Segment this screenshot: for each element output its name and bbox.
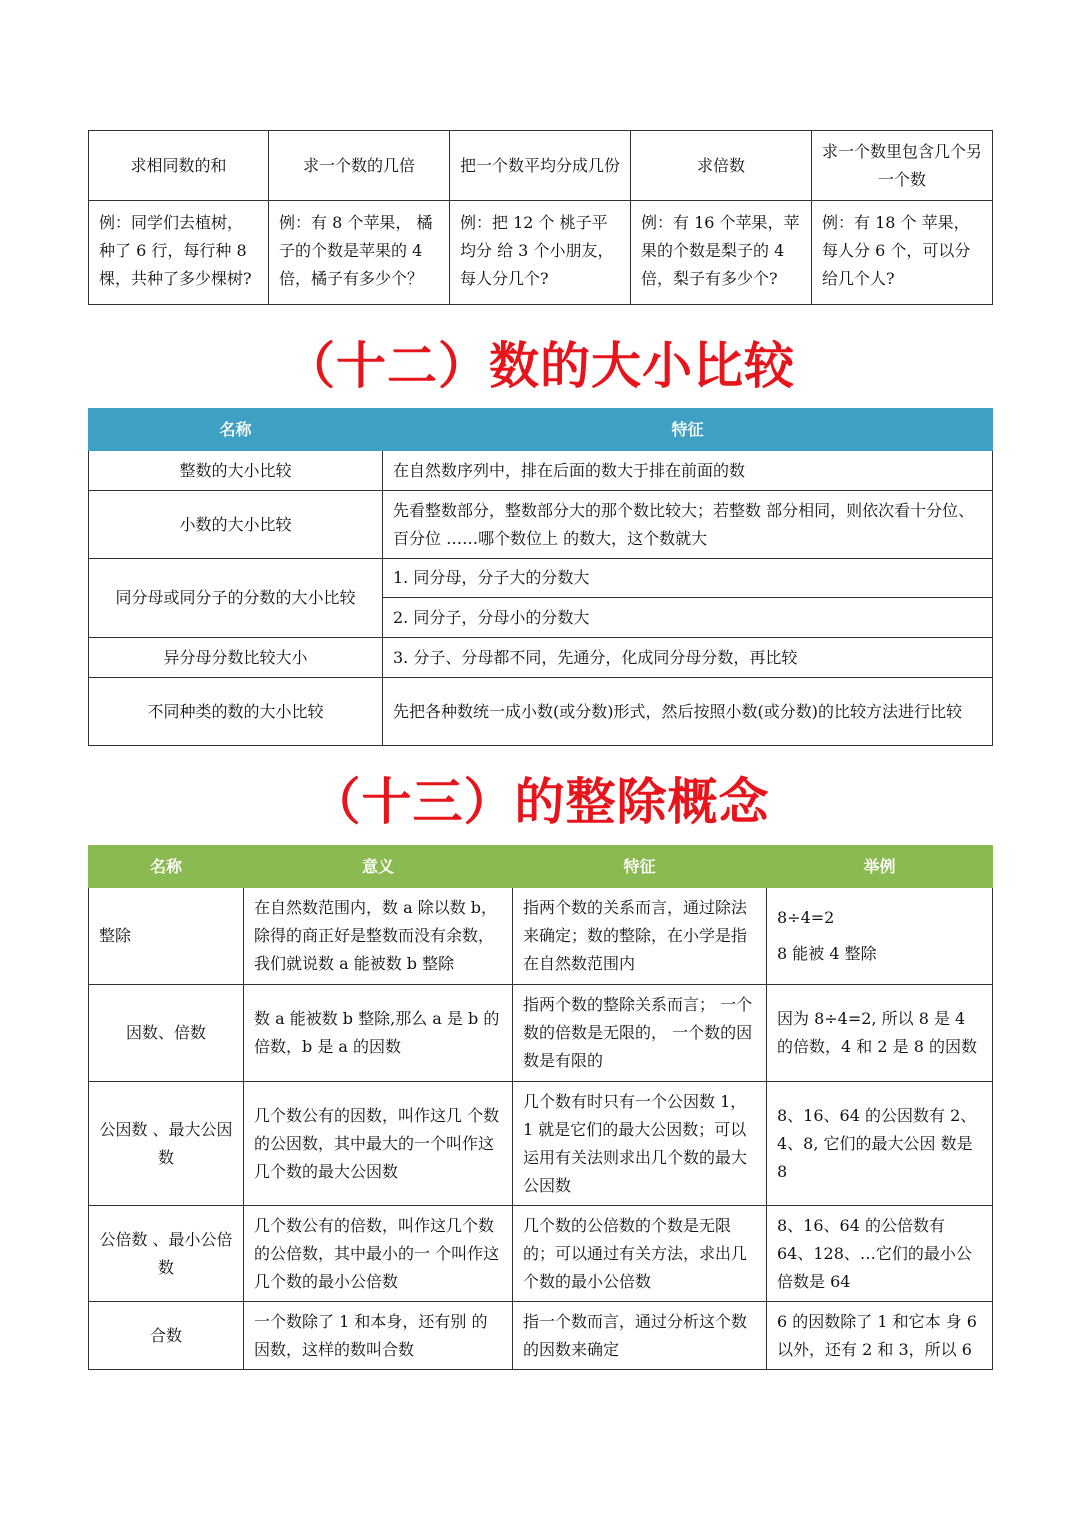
section13-title: （十三）的整除概念 (310, 773, 770, 831)
table-row (89, 888, 993, 985)
row-feature: 几个数有时只有一个公因数 1，1 就是它们的最大公因数；可以运用有关法则求出几个数的最大公因数 (513, 1082, 767, 1206)
section13-header: 举例 (767, 846, 993, 888)
table1-header: 求一个数的几倍 (269, 131, 450, 201)
table-row (89, 1082, 993, 1206)
table1-example: 例：有 18 个 苹果，每人分 6 个，可以分给几个人? (812, 201, 993, 305)
table-row (89, 1302, 993, 1370)
row-name: 公倍数 、最小公倍数 (89, 1206, 244, 1302)
row-name: 合数 (89, 1302, 244, 1370)
table1-header: 求一个数里包含几个另一个数 (812, 131, 993, 201)
row-meaning: 几个数公有的因数，叫作这几 个数的公因数，其中最大的一个叫作这几个数的最大公因数 (244, 1082, 513, 1206)
number-comparison-table (88, 408, 993, 746)
row-feature: 几个数的公倍数的个数是无限的；可以通过有关方法，求出几个数的最小公倍数 (513, 1206, 767, 1302)
table1-example: 例：有 8 个苹果， 橘子的个数是苹果的 4 倍，橘子有多少个？ (269, 201, 450, 305)
row-name: 同分母或同分子的分数的大小比较 (89, 559, 383, 638)
row-name: 不同种类的数的大小比较 (89, 678, 383, 746)
row-name: 整除 (89, 888, 244, 985)
table1-example: 例：有 16 个苹果，苹果的个数是梨子的 4 倍，梨子有多少个? (631, 201, 812, 305)
row-example-line: 8÷4=2 (777, 908, 835, 927)
table-row (89, 638, 993, 678)
table1-header: 求倍数 (631, 131, 812, 201)
word-problem-table (88, 130, 993, 305)
row-example: 8、16、64 的公倍数有 64、128、…它们的最小公倍数是 64 (767, 1206, 993, 1302)
section12-title: （十二）数的大小比较 (285, 337, 795, 395)
row-example (767, 888, 993, 985)
table-row (89, 1206, 993, 1302)
row-meaning: 一个数除了 1 和本身，还有别 的因数，这样的数叫合数 (244, 1302, 513, 1370)
row-feature: 指一个数而言，通过分析这个数 的因数来确定 (513, 1302, 767, 1370)
row-name: 整数的大小比较 (89, 451, 383, 491)
section12-header-name: 名称 (89, 409, 383, 451)
table-row (89, 451, 993, 491)
row-feature: 指两个数的整除关系而言； 一个 数的倍数是无限的， 一个数的因 数是有限的 (513, 985, 767, 1082)
row-feature: 3. 分子、分母都不同，先通分，化成同分母分数，再比较 (383, 638, 993, 678)
table1-example: 例：把 12 个 桃子平均分 给 3 个小朋友，每人分几个? (450, 201, 631, 305)
row-example: 6 的因数除了 1 和它本 身 6 以外，还有 2 和 3，所以 6 (767, 1302, 993, 1370)
divisibility-table (88, 845, 993, 1370)
row-name: 小数的大小比较 (89, 491, 383, 559)
table1-example: 例：同学们去植树，种了 6 行，每行种 8 棵，共种了多少棵树? (89, 201, 269, 305)
row-feature: 指两个数的关系而言，通过除法 来确定；数的整除，在小学是指 在自然数范围内 (513, 888, 767, 985)
row-feature: 在自然数序列中，排在后面的数大于排在前面的数 (383, 451, 993, 491)
section13-header: 名称 (89, 846, 244, 888)
row-meaning: 几个数公有的倍数，叫作这几个数的公倍数，其中最小的一 个叫作这几个数的最小公倍数 (244, 1206, 513, 1302)
row-name: 异分母分数比较大小 (89, 638, 383, 678)
section12-header-feature: 特征 (383, 409, 993, 451)
table1-header: 求相同数的和 (89, 131, 269, 201)
row-example-line: 8 能被 4 整除 (777, 944, 877, 963)
table-row (89, 491, 993, 559)
row-meaning: 数 a 能被数 b 整除,那么 a 是 b 的倍数，b 是 a 的因数 (244, 985, 513, 1082)
table1-header: 把一个数平均分成几份 (450, 131, 631, 201)
row-feature: 先把各种数统一成小数(或分数)形式，然后按照小数(或分数)的比较方法进行比较 (383, 678, 993, 746)
table-row (89, 559, 993, 598)
section13-header: 意义 (244, 846, 513, 888)
row-feature: 先看整数部分，整数部分大的那个数比较大；若整数 部分相同，则依次看十分位、百分位 ……哪个数位上 的数大，这个数就大 (383, 491, 993, 559)
section13-header: 特征 (513, 846, 767, 888)
table-row (89, 985, 993, 1082)
row-feature: 1. 同分母，分子大的分数大 (383, 559, 993, 598)
row-meaning: 在自然数范围内，数 a 除以数 b，除得的商正好是整数而没有余数，我们就说数 a 能被数 b 整除 (244, 888, 513, 985)
row-example: 因为 8÷4=2, 所以 8 是 4 的倍数，4 和 2 是 8 的因数 (767, 985, 993, 1082)
row-example: 8、16、64 的公因数有 2、4、8, 它们的最大公因 数是 8 (767, 1082, 993, 1206)
row-name: 因数、倍数 (89, 985, 244, 1082)
row-feature: 2. 同分子，分母小的分数大 (383, 598, 993, 638)
row-name: 公因数 、最大公因数 (89, 1082, 244, 1206)
table-row (89, 678, 993, 746)
